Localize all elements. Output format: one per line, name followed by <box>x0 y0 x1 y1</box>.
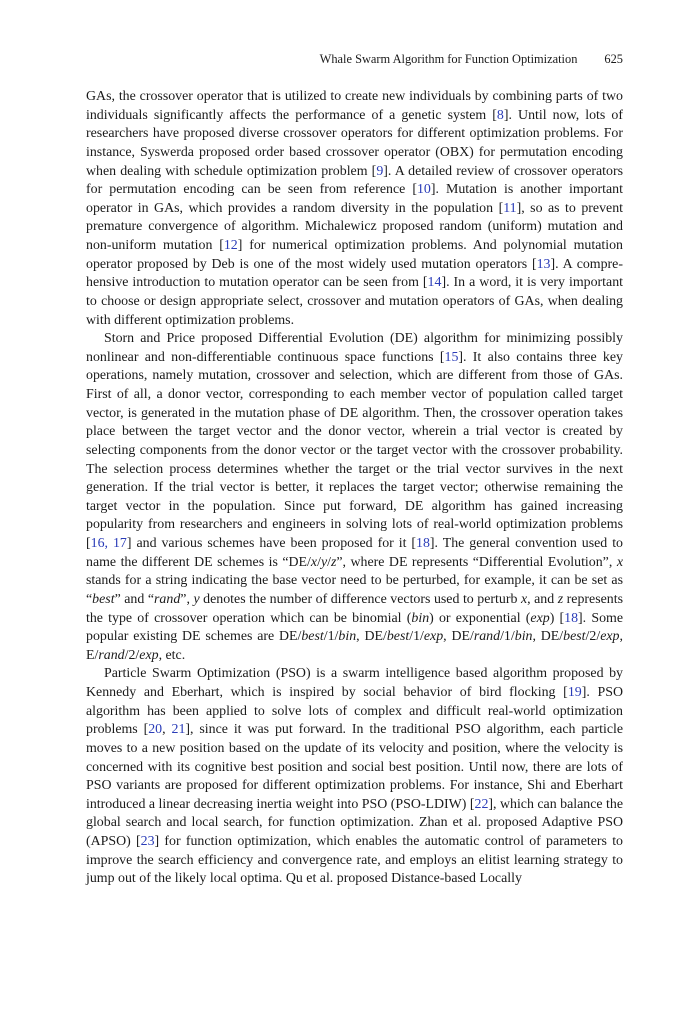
paragraph-particle-swarm: Particle Swarm Optimization (PSO) is a swarm intelligence based algorithm proposed by Kennedy and Eberhart, which is inspired by social behavior of bird flocking [19]. PSO algorithm has been applied to solve lots of complex and difficult real-world optimization problems [20, 21], since it was put forward. In the traditional PSO algorithm, each particle moves to a new position based on the update of its velocity and position, where the velocity is concerned with its cognitive best position and social best position. Until now, there are lots of PSO variants are proposed for different optimization problems. For instance, Shi and Eberhart introduced a linear decreasing inertia weight into PSO (PSO-LDIW) [22], which can balance the global search and local search, for function optimization. Zhan et al. proposed Adaptive PSO (APSO) [23] for function optimization, which enables the automatic control of parameters to improve the search efficiency and convergence rate, and employs an elitist learning strategy to jump out of the likely local optima. Qu et al. proposed Distance-based Locally <box>86 666 624 887</box>
citation-link[interactable]: 16, <box>90 536 109 551</box>
citation-link[interactable]: 17 <box>112 536 127 551</box>
citation-link[interactable]: 18 <box>564 610 579 626</box>
citation-link[interactable]: 14 <box>427 275 442 291</box>
citation-link[interactable]: 21 <box>171 722 186 738</box>
paragraph-ga-operators: GAs, the crossover operator that is utilized to create new individuals by combining parts of two individuals significantly affects the performance of a genetic system [8]. Until now, lots of researchers have proposed diverse crossover operators for different optimization problems. For instance, Syswerda proposed order based crossover operator (OBX) for permutation encoding when dealing with schedule optimization problem [9]. A detailed review of crossover operators for permutation encoding can be seen from reference [10]. Mutation is another important operator in GAs, which provides a random diversity in the population [11], so as to prevent premature convergence of algorithm. Michalewicz proposed random (uniform) mutation and non-uniform mutation [12] for numerical optimization problems. And polynomial mutation operator proposed by Deb is one of the most widely used mutation operators [13]. A comprehensive introduction to mutation operator can be seen from [14]. In a word, it is very important to choose or design appropriate select, crossover and mutation operators of GAs, when dealing with different optimization problems. <box>86 89 624 328</box>
citation-link[interactable]: 15 <box>444 349 459 365</box>
citation-link[interactable]: 20 <box>148 722 163 738</box>
citation-link[interactable]: 23 <box>140 834 155 849</box>
citation-link[interactable]: 12 <box>223 238 238 253</box>
running-title: Whale Swarm Algorithm for Function Optimization <box>319 52 578 66</box>
page-number: 625 <box>604 52 623 66</box>
paragraph-differential-evolution: Storn and Price proposed Differential Evolution (DE) algorithm for minimizing possibly nonlinear and non-differentiable continuous space functions [15]. It also contains three key operations, namely mutation, crossover and selection, which are different from those of GAs. First of all, a donor vector, corresponding to each member vector of population called target vector, is generated in the mutation phase of DE algorithm. Then, the crossover operation takes place between the target vector and the donor vector, wherein a trial vector is created by selecting components from the donor vector or the target vector with the crossover probability. The selection process determines whether the target or the trial vector survives in the next generation. If the trial vector is better, it replaces the target vector; otherwise remaining the target vector in the population. Since put forward, DE algorithm has gained increasing popularity from researchers and engineers in solving lots of real-world optimization problems [16, 17] and various schemes have been proposed for it [18]. The general convention used to name the different DE schemes is “DE/x/y/z”, where DE represents “Differential Evolution”, x stands for a string indicating the base vector need to be perturbed, for example, it can be set as “best” and “rand”, y denotes the number of difference vectors used to perturb x, and z represents the type of crossover operation which can be binomial (bin) or exponential (exp) [18]. Some popular existing DE schemes are DE/best/1/bin, DE/best/1/exp, DE/rand/1/bin, DE/best/2/exp, E/rand/2/exp, etc. <box>86 331 624 663</box>
citation-link[interactable]: 9 <box>376 163 384 179</box>
citation-link[interactable]: 10 <box>416 182 431 198</box>
citation-link[interactable]: 11 <box>503 200 517 216</box>
citation-link[interactable]: 13 <box>536 256 551 272</box>
running-header <box>86 51 623 67</box>
citation-link[interactable]: 19 <box>567 685 582 700</box>
body-text <box>86 88 623 889</box>
citation-link[interactable]: 18 <box>416 536 430 551</box>
citation-link[interactable]: 8 <box>496 107 504 123</box>
citation-link[interactable]: 22 <box>474 796 489 812</box>
